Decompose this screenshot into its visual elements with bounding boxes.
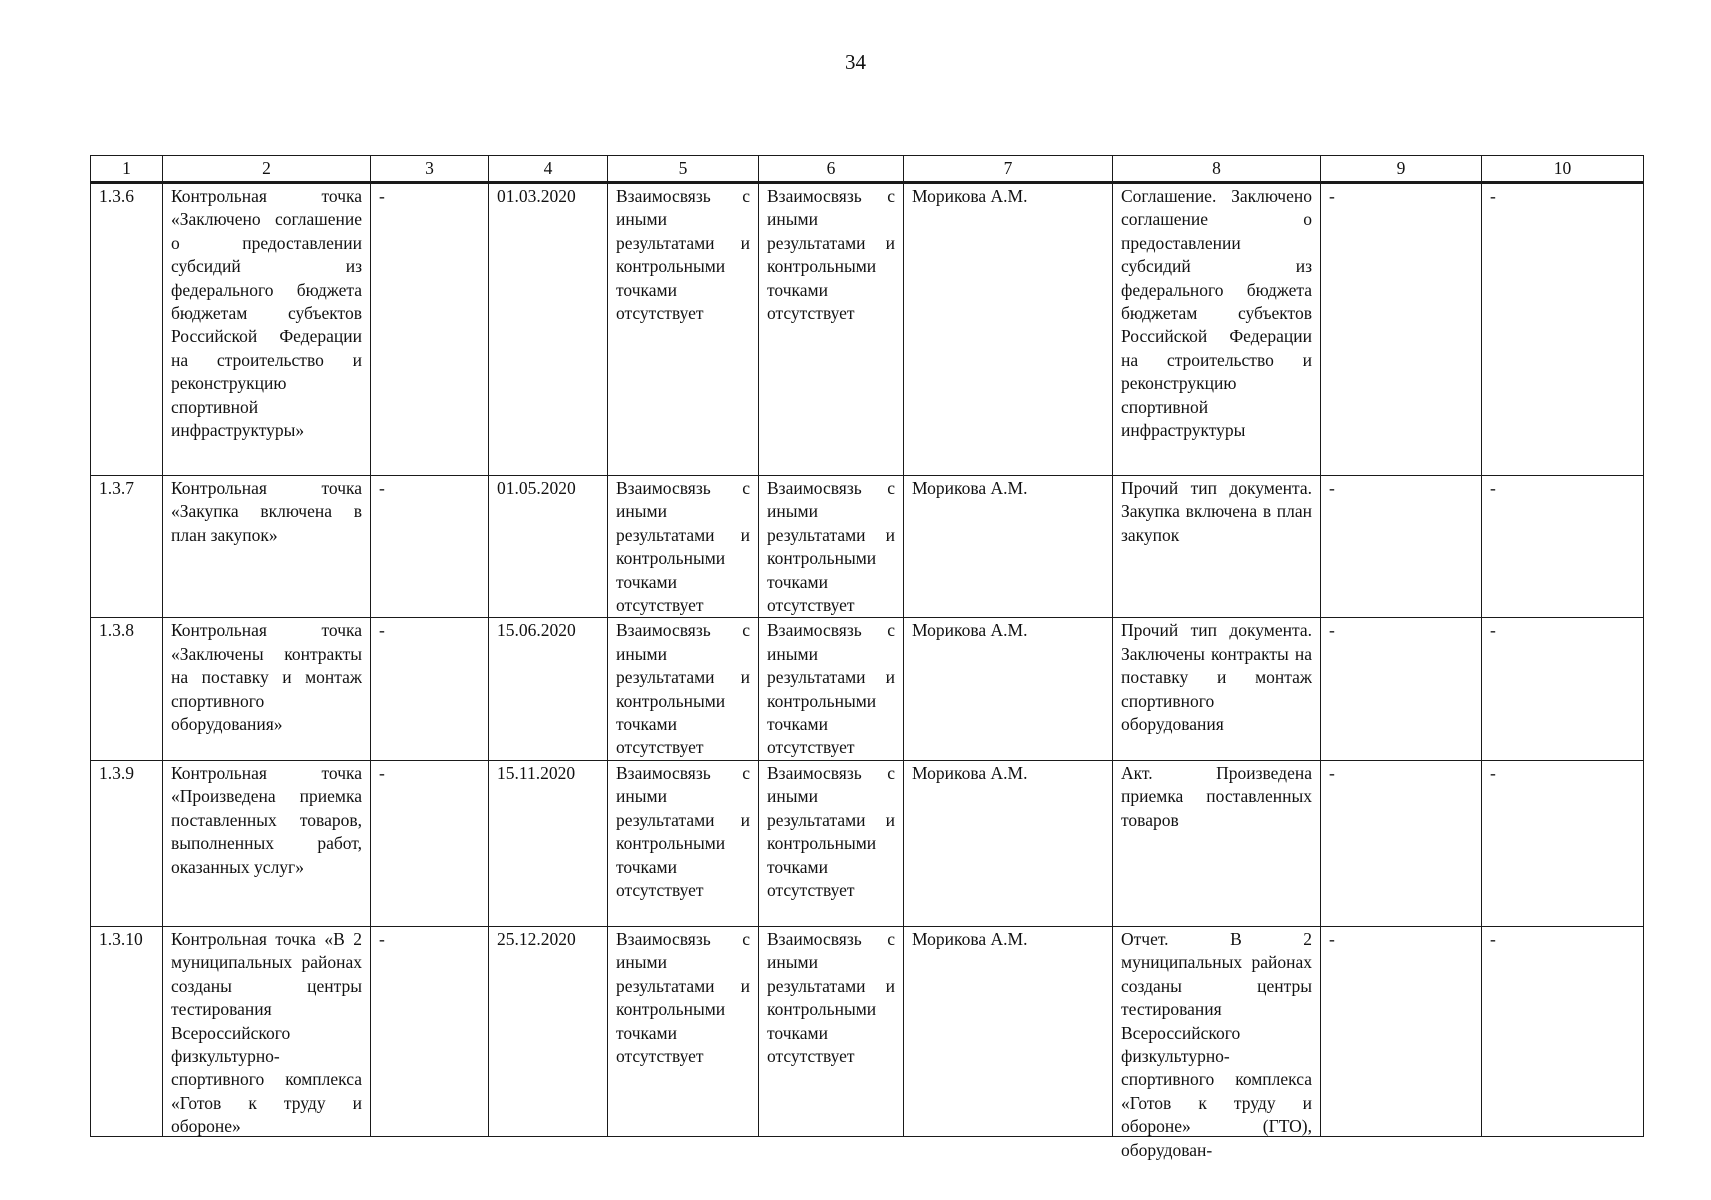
control-point-cell: Контрольная точка «Заключены контракты на поставку и монтаж спортивного оборудования» — [163, 618, 371, 760]
relation-results-cell: Взаимосвязь с иными результатами и контрольными точками отсутствует — [608, 618, 759, 760]
relation-points-cell: Взаимосвязь с иными результатами и контрольными точками отсутствует — [759, 183, 904, 476]
table-header-row — [91, 156, 1644, 183]
column-header: 8 — [1113, 156, 1321, 183]
relation-results-cell: Взаимосвязь с иными результатами и контрольными точками отсутствует — [608, 183, 759, 476]
responsible-cell: Морикова А.М. — [904, 760, 1113, 926]
col3-cell: - — [371, 183, 489, 476]
col9-cell: - — [1321, 926, 1482, 1136]
table-row — [91, 926, 1644, 1136]
table-row — [91, 618, 1644, 760]
date-cell: 15.11.2020 — [489, 760, 608, 926]
col10-cell: - — [1482, 476, 1644, 618]
col10-cell: - — [1482, 618, 1644, 760]
column-header: 3 — [371, 156, 489, 183]
relation-results-cell: Взаимосвязь с иными результатами и контрольными точками отсутствует — [608, 926, 759, 1136]
document-cell: Соглашение. Заключено соглашение о предоставлении субсидий из федерального бюджета бюджетам субъектов Российской Федерации на строительство и реконструкцию спортивной инфраструктуры — [1113, 183, 1321, 476]
document-cell: Прочий тип документа. Заключены контракты на поставку и монтаж спортивного оборудования — [1113, 618, 1321, 760]
table-row — [91, 183, 1644, 476]
responsible-cell: Морикова А.М. — [904, 183, 1113, 476]
document-cell: Прочий тип документа. Закупка включена в план закупок — [1113, 476, 1321, 618]
column-header: 7 — [904, 156, 1113, 183]
row-number: 1.3.6 — [91, 183, 163, 476]
column-header: 10 — [1482, 156, 1644, 183]
control-point-text: Контрольная точка «В 2 муниципальных районах созданы центры тестирования Всероссийского физкультурно-спортивного комплекса «Готов к труду и обороне» — [171, 928, 362, 1137]
table-row — [91, 760, 1644, 926]
column-header: 9 — [1321, 156, 1482, 183]
control-point-cell — [163, 926, 371, 1136]
row-number: 1.3.7 — [91, 476, 163, 618]
relation-results-cell: Взаимосвязь с иными результатами и контрольными точками отсутствует — [608, 476, 759, 618]
col3-cell: - — [371, 760, 489, 926]
date-cell: 25.12.2020 — [489, 926, 608, 1136]
responsible-cell: Морикова А.М. — [904, 476, 1113, 618]
column-header: 1 — [91, 156, 163, 183]
row-number: 1.3.9 — [91, 760, 163, 926]
row-number: 1.3.8 — [91, 618, 163, 760]
column-header: 5 — [608, 156, 759, 183]
col3-cell: - — [371, 476, 489, 618]
col10-cell: - — [1482, 760, 1644, 926]
date-cell: 15.06.2020 — [489, 618, 608, 760]
col10-cell: - — [1482, 926, 1644, 1136]
control-point-cell: Контрольная точка «Заключено соглашение о предоставлении субсидий из федерального бюджета бюджетам субъектов Российской Федерации на строительство и реконструкцию спортивной инфраструктуры» — [163, 183, 371, 476]
page-number: 34 — [845, 50, 866, 74]
col9-cell: - — [1321, 618, 1482, 760]
col9-cell: - — [1321, 760, 1482, 926]
col3-cell: - — [371, 926, 489, 1136]
control-point-cell: Контрольная точка «Произведена приемка поставленных товаров, выполненных работ, оказанных услуг» — [163, 760, 371, 926]
row-number: 1.3.10 — [91, 926, 163, 1136]
responsible-cell: Морикова А.М. — [904, 926, 1113, 1136]
control-points-table — [90, 155, 1644, 1160]
document-cell — [1113, 926, 1321, 1160]
column-header: 4 — [489, 156, 608, 183]
col9-cell: - — [1321, 183, 1482, 476]
column-header: 2 — [163, 156, 371, 183]
column-header: 6 — [759, 156, 904, 183]
col10-cell: - — [1482, 183, 1644, 476]
relation-points-cell: Взаимосвязь с иными результатами и контрольными точками отсутствует — [759, 476, 904, 618]
col9-cell: - — [1321, 476, 1482, 618]
document-text: Отчет. В 2 муниципальных районах созданы центры тестирования Всероссийского физкультурно-спортивного комплекса «Готов к труду и обороне» (ГТО), оборудован- — [1121, 928, 1312, 1160]
document-cell: Акт. Произведена приемка поставленных товаров — [1113, 760, 1321, 926]
control-point-cell: Контрольная точка «Закупка включена в план закупок» — [163, 476, 371, 618]
relation-points-cell: Взаимосвязь с иными результатами и контрольными точками отсутствует — [759, 926, 904, 1136]
responsible-cell: Морикова А.М. — [904, 618, 1113, 760]
relation-points-cell: Взаимосвязь с иными результатами и контрольными точками отсутствует — [759, 760, 904, 926]
table-row — [91, 476, 1644, 618]
date-cell: 01.03.2020 — [489, 183, 608, 476]
relation-points-cell: Взаимосвязь с иными результатами и контрольными точками отсутствует — [759, 618, 904, 760]
date-cell: 01.05.2020 — [489, 476, 608, 618]
relation-results-cell: Взаимосвязь с иными результатами и контрольными точками отсутствует — [608, 760, 759, 926]
col3-cell: - — [371, 618, 489, 760]
